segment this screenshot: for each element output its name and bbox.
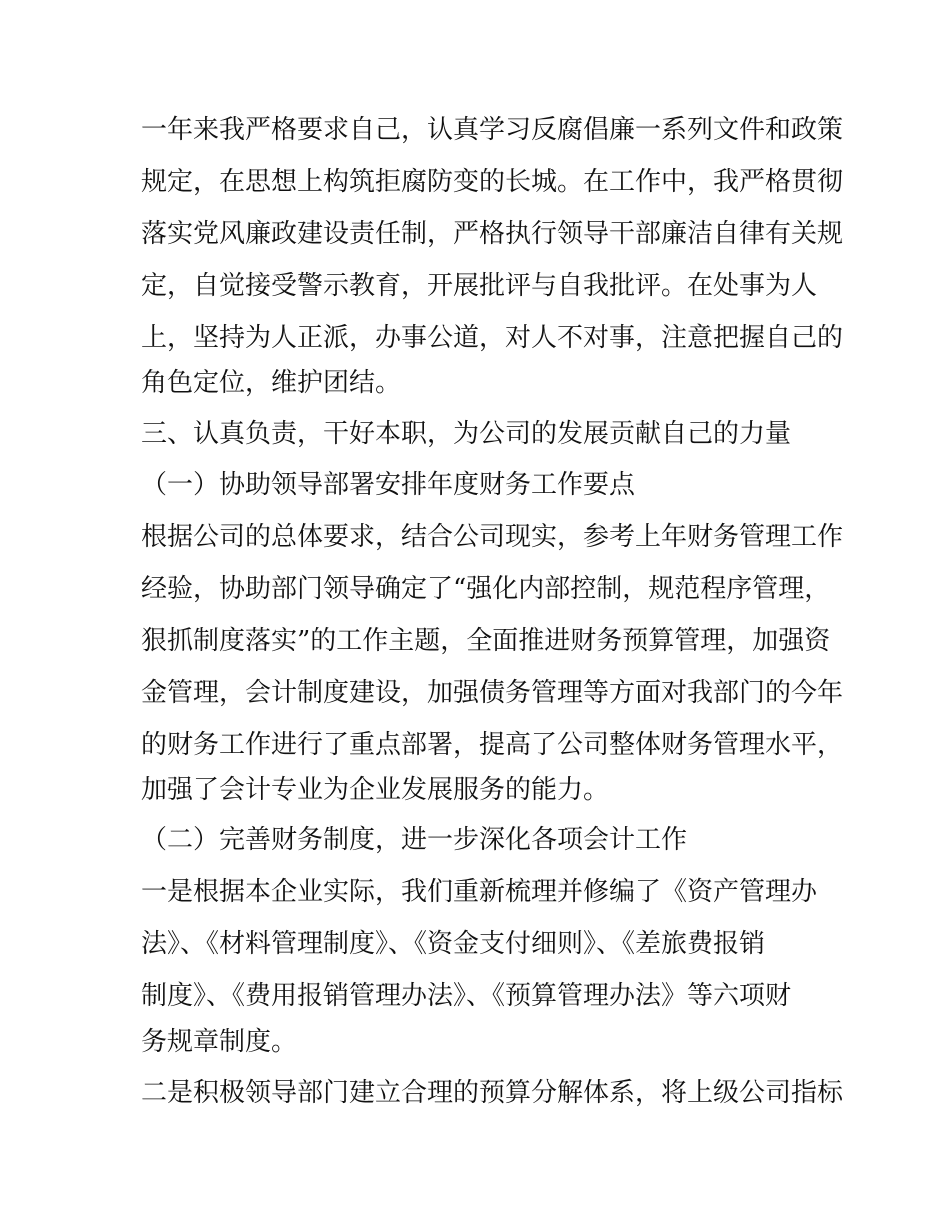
section-heading: 三、认真负责，干好本职，为公司的发展贡献自己的力量 [141,419,792,449]
text-line: 一年来我严格要求自己，认真学习反腐倡廉一系列文件和政策 [141,115,844,145]
text-line: 加强了会计专业为企业发展服务的能力。 [141,775,610,805]
text-line: 的财务工作进行了重点部署，提高了公司整体财务管理水平， [141,730,844,760]
text-line: 根据公司的总体要求，结合公司现实，参考上年财务管理工作 [141,522,844,552]
text-line: 金管理，会计制度建设，加强债务管理等方面对我部门的今年 [141,678,844,708]
text-line: 角色定位，维护团结。 [141,368,402,398]
text-line: 务规章制度。 [141,1027,298,1057]
text-line: 制度》、《费用报销管理办法》、《预算管理办法》等六项财 [141,981,792,1011]
text-line: 落实党风廉政建设责任制，严格执行领导干部廉洁自律有关规 [141,219,844,249]
subsection-heading: （二）完善财务制度，进一步深化各项会计工作 [141,825,688,855]
text-line: 定，自觉接受警示教育，开展批评与自我批评。在处事为人 [141,271,818,301]
text-line: 法》、《材料管理制度》、《资金支付细则》、《差旅费报销 [141,929,766,959]
text-line: 狠抓制度落实”的工作主题，全面推进财务预算管理，加强资 [141,626,831,656]
text-line: 一是根据本企业实际，我们重新梳理并修编了《资产管理办 [141,877,818,907]
text-line: 上，坚持为人正派，办事公道，对人不对事，注意把握自己的 [141,323,844,353]
text-line: 经验，协助部门领导确定了“强化内部控制，规范程序管理， [141,574,831,604]
subsection-heading: （一）协助领导部署安排年度财务工作要点 [141,470,636,500]
text-line: 规定，在思想上构筑拒腐防变的长城。在工作中，我严格贯彻 [141,167,844,197]
text-line: 二是积极领导部门建立合理的预算分解体系，将上级公司指标 [141,1078,844,1108]
